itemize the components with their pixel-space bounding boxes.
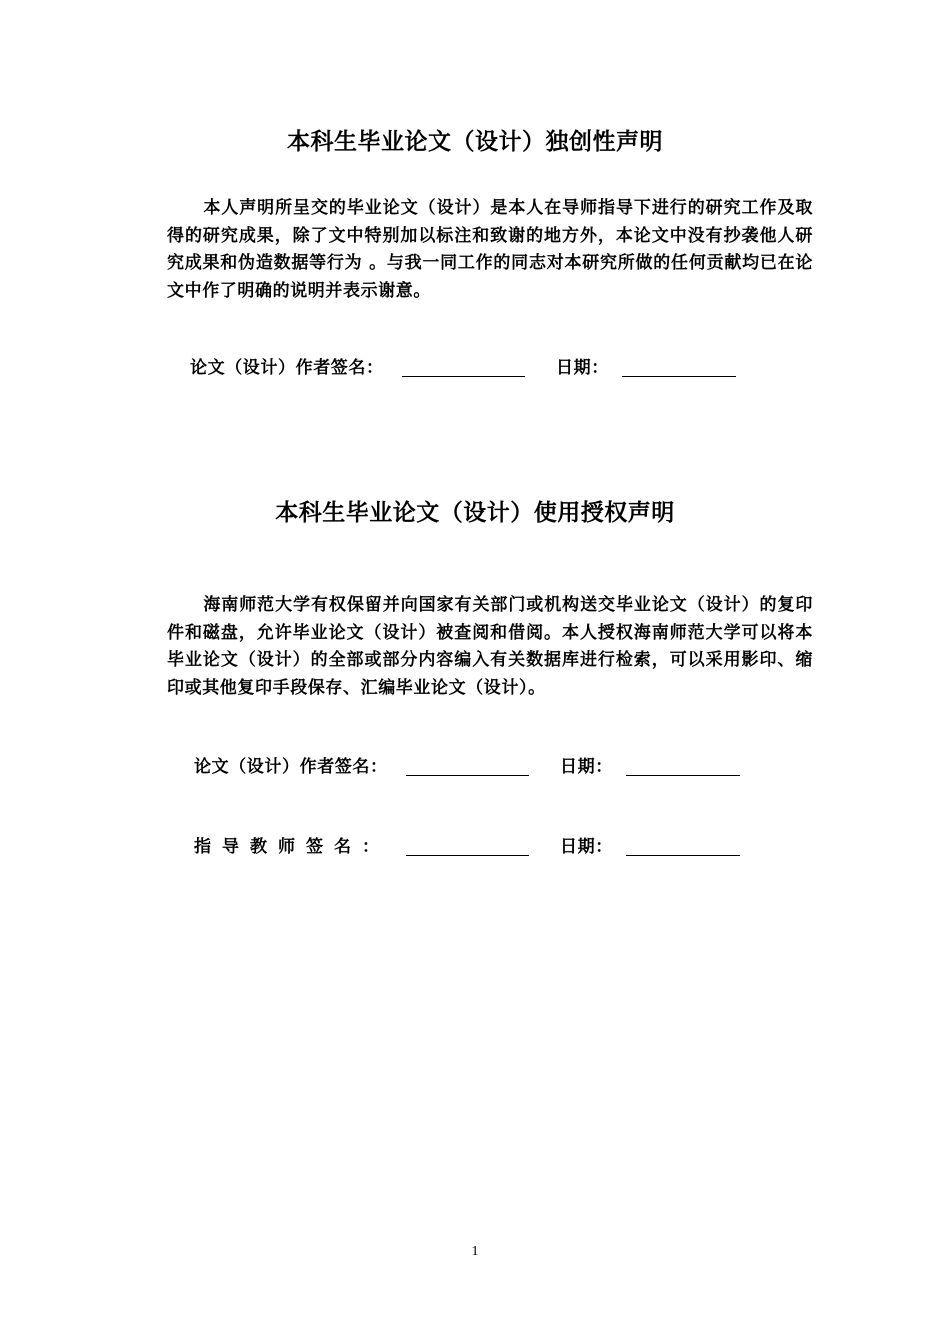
date-field[interactable] <box>626 775 740 776</box>
author-signature-row <box>194 754 754 780</box>
date-label: 日期： <box>556 358 609 378</box>
advisor-signature-row <box>194 834 754 860</box>
authorization-declaration-text: 海南师范大学有权保留并向国家有关部门或机构送交毕业论文（设计）的复印件和磁盘，允许毕业论文（设计）被查阅和借阅。本人授权海南师范大学可以将本毕业论文（设计）的全部或部分内容编入有关数据库进行检索，可以采用影印、缩印或其他复印手段保存、汇编毕业论文（设计）。 <box>167 595 813 698</box>
author-signature-label: 论文（设计）作者签名： <box>194 757 388 777</box>
originality-declaration-title: 本科生毕业论文（设计）独创性声明 <box>287 129 663 155</box>
advisor-signature-field[interactable] <box>406 855 529 856</box>
originality-declaration-body <box>167 195 813 305</box>
author-signature-field[interactable] <box>406 775 529 776</box>
author-signature-label: 论文（设计）作者签名： <box>190 358 384 378</box>
page-number: 1 <box>471 1244 479 1259</box>
originality-declaration-text: 本人声明所呈交的毕业论文（设计）是本人在导师指导下进行的研究工作及取得的研究成果，除了文中特别加以标注和致谢的地方外，本论文中没有抄袭他人研究成果和伪造数据等行为 。与我一同工作的同志对本研究所做的任何贡献均已在论文中作了明确的说明并表示谢意。 <box>167 198 813 301</box>
date-field[interactable] <box>626 855 740 856</box>
authorization-declaration-title: 本科生毕业论文（设计）使用授权声明 <box>275 500 675 526</box>
date-label: 日期： <box>560 757 613 777</box>
authorization-declaration-body <box>167 592 813 702</box>
advisor-signature-label: 指导教师签名： <box>194 837 390 857</box>
author-signature-field[interactable] <box>402 376 525 377</box>
date-field[interactable] <box>622 376 736 377</box>
date-label: 日期： <box>560 837 613 857</box>
originality-signature-row <box>190 355 750 381</box>
